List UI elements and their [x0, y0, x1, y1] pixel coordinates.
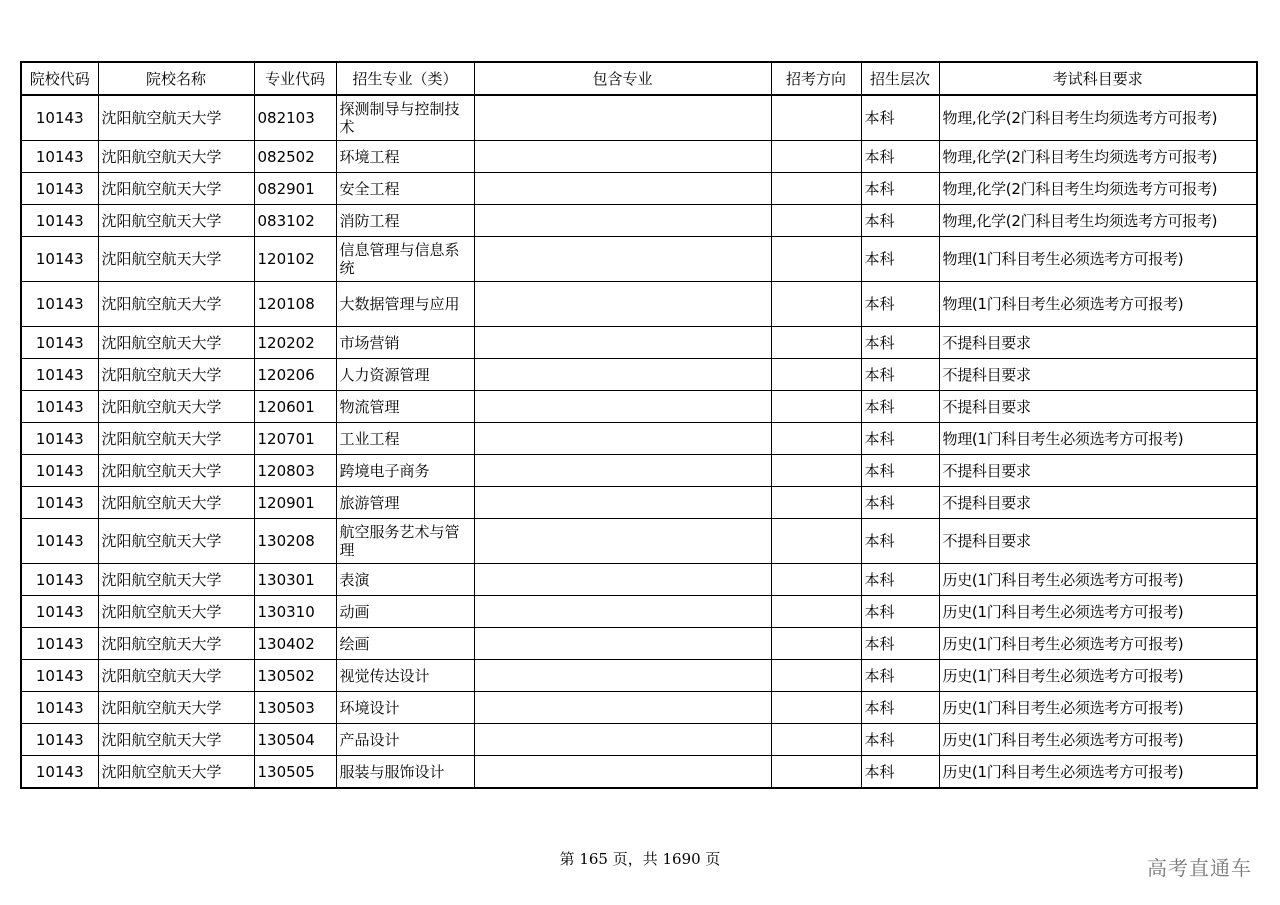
- cell-major: 消防工程: [336, 205, 474, 237]
- cell-direction: [771, 487, 861, 519]
- cell-major: 旅游管理: [336, 487, 474, 519]
- header-direction: 招考方向: [771, 62, 861, 95]
- cell-subject-requirement: 物理,化学(2门科目考生均须选考方可报考): [939, 205, 1257, 237]
- cell-included-majors: [474, 487, 771, 519]
- cell-major: 表演: [336, 564, 474, 596]
- cell-school-code: 10143: [21, 237, 98, 282]
- cell-school-name: 沈阳航空航天大学: [98, 756, 254, 789]
- cell-included-majors: [474, 141, 771, 173]
- watermark: 高考直通车: [1147, 856, 1252, 880]
- cell-school-code: 10143: [21, 519, 98, 564]
- cell-level: 本科: [861, 141, 939, 173]
- cell-major-code: 130310: [254, 596, 336, 628]
- cell-major: 动画: [336, 596, 474, 628]
- cell-major-code: 120108: [254, 282, 336, 327]
- cell-subject-requirement: 不提科目要求: [939, 327, 1257, 359]
- cell-direction: [771, 282, 861, 327]
- cell-major: 环境设计: [336, 692, 474, 724]
- cell-major: 人力资源管理: [336, 359, 474, 391]
- cell-school-name: 沈阳航空航天大学: [98, 282, 254, 327]
- cell-major-code: 130505: [254, 756, 336, 789]
- cell-subject-requirement: 历史(1门科目考生必须选考方可报考): [939, 660, 1257, 692]
- cell-direction: [771, 660, 861, 692]
- cell-direction: [771, 327, 861, 359]
- cell-level: 本科: [861, 205, 939, 237]
- cell-direction: [771, 724, 861, 756]
- cell-major: 环境工程: [336, 141, 474, 173]
- cell-major-code: 120701: [254, 423, 336, 455]
- cell-level: 本科: [861, 282, 939, 327]
- cell-school-code: 10143: [21, 628, 98, 660]
- cell-level: 本科: [861, 724, 939, 756]
- cell-level: 本科: [861, 487, 939, 519]
- cell-school-name: 沈阳航空航天大学: [98, 724, 254, 756]
- cell-school-code: 10143: [21, 756, 98, 789]
- cell-level: 本科: [861, 359, 939, 391]
- cell-direction: [771, 391, 861, 423]
- table-row: [21, 205, 1257, 237]
- cell-direction: [771, 756, 861, 789]
- table-row: [21, 519, 1257, 564]
- cell-level: 本科: [861, 173, 939, 205]
- table-row: [21, 455, 1257, 487]
- enrollment-table: [20, 61, 1258, 789]
- cell-level: 本科: [861, 564, 939, 596]
- cell-major-code: 120803: [254, 455, 336, 487]
- cell-major-code: 130301: [254, 564, 336, 596]
- cell-major: 信息管理与信息系统: [336, 237, 474, 282]
- cell-school-name: 沈阳航空航天大学: [98, 205, 254, 237]
- cell-school-code: 10143: [21, 660, 98, 692]
- table-row: [21, 423, 1257, 455]
- cell-school-code: 10143: [21, 391, 98, 423]
- cell-major-code: 130504: [254, 724, 336, 756]
- table-row: [21, 391, 1257, 423]
- page-number: 第 165 页，共 1690 页: [559, 850, 721, 868]
- cell-school-code: 10143: [21, 564, 98, 596]
- cell-subject-requirement: 物理,化学(2门科目考生均须选考方可报考): [939, 141, 1257, 173]
- cell-direction: [771, 237, 861, 282]
- cell-included-majors: [474, 237, 771, 282]
- cell-school-name: 沈阳航空航天大学: [98, 660, 254, 692]
- cell-school-code: 10143: [21, 596, 98, 628]
- cell-included-majors: [474, 692, 771, 724]
- cell-school-name: 沈阳航空航天大学: [98, 391, 254, 423]
- cell-school-code: 10143: [21, 455, 98, 487]
- cell-school-name: 沈阳航空航天大学: [98, 141, 254, 173]
- table-row: [21, 596, 1257, 628]
- cell-subject-requirement: 物理(1门科目考生必须选考方可报考): [939, 282, 1257, 327]
- cell-included-majors: [474, 756, 771, 789]
- cell-direction: [771, 628, 861, 660]
- cell-major: 物流管理: [336, 391, 474, 423]
- cell-major-code: 120601: [254, 391, 336, 423]
- cell-direction: [771, 205, 861, 237]
- header-included-majors: 包含专业: [474, 62, 771, 95]
- cell-school-name: 沈阳航空航天大学: [98, 455, 254, 487]
- cell-school-name: 沈阳航空航天大学: [98, 564, 254, 596]
- cell-level: 本科: [861, 327, 939, 359]
- cell-direction: [771, 359, 861, 391]
- cell-major: 探测制导与控制技术: [336, 95, 474, 141]
- header-school-code: 院校代码: [21, 62, 98, 95]
- cell-level: 本科: [861, 391, 939, 423]
- cell-major: 市场营销: [336, 327, 474, 359]
- table-row: [21, 327, 1257, 359]
- table-row: [21, 487, 1257, 519]
- cell-major-code: 083102: [254, 205, 336, 237]
- cell-level: 本科: [861, 455, 939, 487]
- table-row: [21, 724, 1257, 756]
- cell-level: 本科: [861, 95, 939, 141]
- cell-included-majors: [474, 660, 771, 692]
- cell-included-majors: [474, 455, 771, 487]
- cell-subject-requirement: 历史(1门科目考生必须选考方可报考): [939, 596, 1257, 628]
- cell-major: 大数据管理与应用: [336, 282, 474, 327]
- cell-subject-requirement: 不提科目要求: [939, 455, 1257, 487]
- cell-subject-requirement: 历史(1门科目考生必须选考方可报考): [939, 692, 1257, 724]
- cell-included-majors: [474, 327, 771, 359]
- cell-included-majors: [474, 282, 771, 327]
- table-row: [21, 95, 1257, 141]
- table-row: [21, 141, 1257, 173]
- cell-school-code: 10143: [21, 173, 98, 205]
- cell-major: 产品设计: [336, 724, 474, 756]
- cell-level: 本科: [861, 660, 939, 692]
- cell-major-code: 120901: [254, 487, 336, 519]
- cell-major: 服装与服饰设计: [336, 756, 474, 789]
- cell-level: 本科: [861, 423, 939, 455]
- cell-school-code: 10143: [21, 423, 98, 455]
- cell-included-majors: [474, 423, 771, 455]
- cell-school-name: 沈阳航空航天大学: [98, 692, 254, 724]
- cell-school-name: 沈阳航空航天大学: [98, 519, 254, 564]
- cell-school-code: 10143: [21, 327, 98, 359]
- cell-school-name: 沈阳航空航天大学: [98, 423, 254, 455]
- cell-subject-requirement: 历史(1门科目考生必须选考方可报考): [939, 756, 1257, 789]
- table-header-row: [21, 62, 1257, 95]
- cell-school-code: 10143: [21, 692, 98, 724]
- cell-subject-requirement: 不提科目要求: [939, 487, 1257, 519]
- table-row: [21, 173, 1257, 205]
- cell-included-majors: [474, 391, 771, 423]
- cell-major: 视觉传达设计: [336, 660, 474, 692]
- cell-included-majors: [474, 173, 771, 205]
- cell-school-code: 10143: [21, 95, 98, 141]
- cell-subject-requirement: 历史(1门科目考生必须选考方可报考): [939, 564, 1257, 596]
- cell-school-name: 沈阳航空航天大学: [98, 95, 254, 141]
- header-major: 招生专业（类）: [336, 62, 474, 95]
- table-row: [21, 660, 1257, 692]
- cell-direction: [771, 596, 861, 628]
- cell-school-code: 10143: [21, 359, 98, 391]
- cell-major-code: 082901: [254, 173, 336, 205]
- cell-subject-requirement: 物理,化学(2门科目考生均须选考方可报考): [939, 95, 1257, 141]
- cell-included-majors: [474, 205, 771, 237]
- cell-subject-requirement: 不提科目要求: [939, 359, 1257, 391]
- cell-major-code: 120202: [254, 327, 336, 359]
- cell-school-name: 沈阳航空航天大学: [98, 173, 254, 205]
- header-major-code: 专业代码: [254, 62, 336, 95]
- cell-subject-requirement: 物理(1门科目考生必须选考方可报考): [939, 423, 1257, 455]
- cell-level: 本科: [861, 756, 939, 789]
- table-row: [21, 692, 1257, 724]
- header-school-name: 院校名称: [98, 62, 254, 95]
- cell-subject-requirement: 历史(1门科目考生必须选考方可报考): [939, 628, 1257, 660]
- header-subject-requirement: 考试科目要求: [939, 62, 1257, 95]
- cell-major: 绘画: [336, 628, 474, 660]
- cell-direction: [771, 95, 861, 141]
- cell-major-code: 120102: [254, 237, 336, 282]
- cell-level: 本科: [861, 237, 939, 282]
- table-row: [21, 756, 1257, 789]
- cell-included-majors: [474, 596, 771, 628]
- cell-direction: [771, 173, 861, 205]
- cell-included-majors: [474, 95, 771, 141]
- cell-included-majors: [474, 724, 771, 756]
- cell-major-code: 130502: [254, 660, 336, 692]
- cell-included-majors: [474, 359, 771, 391]
- cell-school-name: 沈阳航空航天大学: [98, 359, 254, 391]
- cell-school-name: 沈阳航空航天大学: [98, 596, 254, 628]
- cell-major-code: 130402: [254, 628, 336, 660]
- cell-major: 跨境电子商务: [336, 455, 474, 487]
- cell-school-name: 沈阳航空航天大学: [98, 237, 254, 282]
- cell-direction: [771, 455, 861, 487]
- cell-included-majors: [474, 519, 771, 564]
- cell-included-majors: [474, 628, 771, 660]
- cell-school-code: 10143: [21, 141, 98, 173]
- cell-major-code: 120206: [254, 359, 336, 391]
- cell-major: 安全工程: [336, 173, 474, 205]
- cell-school-code: 10143: [21, 205, 98, 237]
- cell-major-code: 082103: [254, 95, 336, 141]
- cell-major-code: 082502: [254, 141, 336, 173]
- cell-direction: [771, 519, 861, 564]
- table-row: [21, 282, 1257, 327]
- cell-level: 本科: [861, 519, 939, 564]
- cell-level: 本科: [861, 628, 939, 660]
- cell-major: 航空服务艺术与管理: [336, 519, 474, 564]
- header-level: 招生层次: [861, 62, 939, 95]
- cell-school-name: 沈阳航空航天大学: [98, 487, 254, 519]
- cell-school-code: 10143: [21, 282, 98, 327]
- cell-school-name: 沈阳航空航天大学: [98, 327, 254, 359]
- cell-direction: [771, 141, 861, 173]
- table-row: [21, 564, 1257, 596]
- cell-level: 本科: [861, 596, 939, 628]
- cell-subject-requirement: 历史(1门科目考生必须选考方可报考): [939, 724, 1257, 756]
- cell-direction: [771, 692, 861, 724]
- table-row: [21, 359, 1257, 391]
- cell-subject-requirement: 物理,化学(2门科目考生均须选考方可报考): [939, 173, 1257, 205]
- cell-major-code: 130503: [254, 692, 336, 724]
- cell-major: 工业工程: [336, 423, 474, 455]
- cell-major-code: 130208: [254, 519, 336, 564]
- cell-level: 本科: [861, 692, 939, 724]
- table-row: [21, 237, 1257, 282]
- cell-direction: [771, 423, 861, 455]
- cell-subject-requirement: 物理(1门科目考生必须选考方可报考): [939, 237, 1257, 282]
- cell-subject-requirement: 不提科目要求: [939, 391, 1257, 423]
- cell-included-majors: [474, 564, 771, 596]
- cell-direction: [771, 564, 861, 596]
- cell-subject-requirement: 不提科目要求: [939, 519, 1257, 564]
- cell-school-code: 10143: [21, 487, 98, 519]
- cell-school-code: 10143: [21, 724, 98, 756]
- table-row: [21, 628, 1257, 660]
- cell-school-name: 沈阳航空航天大学: [98, 628, 254, 660]
